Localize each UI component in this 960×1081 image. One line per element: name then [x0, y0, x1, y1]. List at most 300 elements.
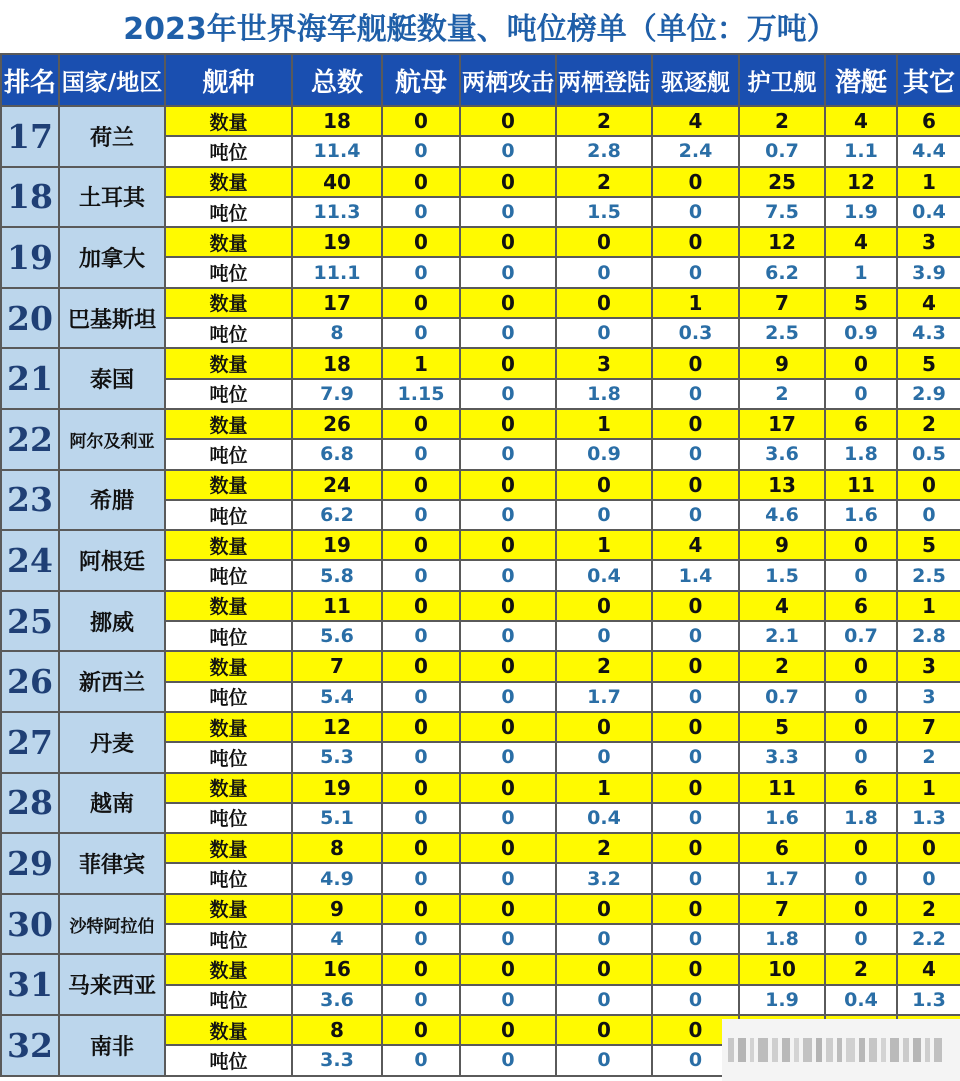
- ton-other-cell: 3.9: [897, 257, 960, 287]
- ton-other-cell: 0.5: [897, 439, 960, 469]
- ton-frigate-cell: 2.1: [739, 621, 825, 651]
- ton-amph-assault-cell: 0: [460, 863, 556, 893]
- qty-submarine-cell: 0: [825, 833, 897, 863]
- qty-amph-assault-cell: 0: [460, 954, 556, 984]
- ton-amph-landing-cell: 0: [556, 621, 652, 651]
- qty-amph-landing-cell: 0: [556, 894, 652, 924]
- table-row-qty: [1, 651, 960, 681]
- table-row-qty: [1, 106, 960, 136]
- kind-label-qty: 数量: [165, 530, 292, 560]
- kind-label-qty: 数量: [165, 712, 292, 742]
- header-amph-landing: 两栖登陆: [556, 54, 652, 106]
- qty-destroyer-cell: 0: [652, 1015, 739, 1045]
- qty-amph-assault-cell: 0: [460, 167, 556, 197]
- ton-submarine-cell: 1.8: [825, 803, 897, 833]
- ton-total-cell: 4.9: [292, 863, 382, 893]
- ton-amph-landing-cell: 3.2: [556, 863, 652, 893]
- qty-total-cell: 18: [292, 106, 382, 136]
- kind-label-qty: 数量: [165, 227, 292, 257]
- qty-destroyer-cell: 1: [652, 288, 739, 318]
- ton-amph-assault-cell: 0: [460, 500, 556, 530]
- qty-amph-landing-cell: 0: [556, 591, 652, 621]
- kind-label-ton: 吨位: [165, 439, 292, 469]
- qty-carrier-cell: 0: [382, 106, 460, 136]
- qty-destroyer-cell: 0: [652, 591, 739, 621]
- qty-amph-assault-cell: 0: [460, 106, 556, 136]
- header-total: 总数: [292, 54, 382, 106]
- qty-destroyer-cell: 4: [652, 106, 739, 136]
- qty-total-cell: 19: [292, 227, 382, 257]
- table-row-qty: [1, 288, 960, 318]
- ton-submarine-cell: 1.9: [825, 197, 897, 227]
- ton-other-cell: 4.3: [897, 318, 960, 348]
- ton-amph-assault-cell: 0: [460, 621, 556, 651]
- table-row-qty: [1, 833, 960, 863]
- kind-label-ton: 吨位: [165, 197, 292, 227]
- qty-other-cell: 5: [897, 348, 960, 378]
- country-cell: 土耳其: [59, 167, 165, 228]
- qty-other-cell: 6: [897, 106, 960, 136]
- qty-amph-landing-cell: 2: [556, 833, 652, 863]
- qty-carrier-cell: 0: [382, 1015, 460, 1045]
- rank-cell: 18: [1, 167, 59, 228]
- ton-other-cell: 0.4: [897, 197, 960, 227]
- qty-amph-assault-cell: 0: [460, 348, 556, 378]
- ton-frigate-cell: 2.5: [739, 318, 825, 348]
- rank-cell: 19: [1, 227, 59, 288]
- country-cell: 阿根廷: [59, 530, 165, 591]
- ton-frigate-cell: 1.8: [739, 924, 825, 954]
- ton-total-cell: 3.3: [292, 1045, 382, 1075]
- ton-total-cell: 8: [292, 318, 382, 348]
- qty-frigate-cell: 4: [739, 591, 825, 621]
- qty-destroyer-cell: 0: [652, 348, 739, 378]
- ton-other-cell: 2: [897, 742, 960, 772]
- country-cell: 希腊: [59, 470, 165, 531]
- qty-total-cell: 9: [292, 894, 382, 924]
- kind-label-ton: 吨位: [165, 742, 292, 772]
- qty-amph-assault-cell: 0: [460, 227, 556, 257]
- kind-label-qty: 数量: [165, 651, 292, 681]
- ton-other-cell: 2.5: [897, 560, 960, 590]
- ton-other-cell: 0: [897, 863, 960, 893]
- qty-other-cell: 3: [897, 651, 960, 681]
- qty-other-cell: 2: [897, 894, 960, 924]
- ton-amph-assault-cell: 0: [460, 985, 556, 1015]
- ton-submarine-cell: 0: [825, 379, 897, 409]
- kind-label-ton: 吨位: [165, 257, 292, 287]
- rank-cell: 29: [1, 833, 59, 894]
- kind-label-qty: 数量: [165, 348, 292, 378]
- qty-amph-landing-cell: 1: [556, 773, 652, 803]
- header-submarine: 潜艇: [825, 54, 897, 106]
- ton-total-cell: 11.1: [292, 257, 382, 287]
- ton-carrier-cell: 0: [382, 985, 460, 1015]
- qty-carrier-cell: 0: [382, 167, 460, 197]
- ton-total-cell: 4: [292, 924, 382, 954]
- ton-submarine-cell: 0.7: [825, 621, 897, 651]
- ton-submarine-cell: 0.9: [825, 318, 897, 348]
- qty-other-cell: 4: [897, 288, 960, 318]
- qty-total-cell: 40: [292, 167, 382, 197]
- ton-submarine-cell: 0: [825, 682, 897, 712]
- qty-carrier-cell: 0: [382, 470, 460, 500]
- qty-amph-assault-cell: 0: [460, 470, 556, 500]
- qty-total-cell: 7: [292, 651, 382, 681]
- ton-submarine-cell: 1: [825, 257, 897, 287]
- qty-amph-landing-cell: 0: [556, 288, 652, 318]
- qty-carrier-cell: 0: [382, 591, 460, 621]
- ton-amph-landing-cell: 0: [556, 1045, 652, 1075]
- kind-label-ton: 吨位: [165, 500, 292, 530]
- header-country: 国家/地区: [59, 54, 165, 106]
- qty-destroyer-cell: 0: [652, 773, 739, 803]
- ton-other-cell: 2.9: [897, 379, 960, 409]
- ton-destroyer-cell: 0: [652, 500, 739, 530]
- ton-frigate-cell: 7.5: [739, 197, 825, 227]
- kind-label-qty: 数量: [165, 470, 292, 500]
- ton-amph-assault-cell: 0: [460, 924, 556, 954]
- watermark-overlay: [722, 1019, 960, 1081]
- ton-amph-assault-cell: 0: [460, 136, 556, 166]
- qty-frigate-cell: 6: [739, 833, 825, 863]
- ton-carrier-cell: 0: [382, 742, 460, 772]
- country-cell: 越南: [59, 773, 165, 834]
- qty-frigate-cell: 5: [739, 712, 825, 742]
- qty-submarine-cell: 4: [825, 227, 897, 257]
- country-cell: 加拿大: [59, 227, 165, 288]
- qty-submarine-cell: 12: [825, 167, 897, 197]
- ton-total-cell: 5.8: [292, 560, 382, 590]
- qty-submarine-cell: 6: [825, 591, 897, 621]
- ton-amph-landing-cell: 2.8: [556, 136, 652, 166]
- rank-cell: 23: [1, 470, 59, 531]
- qty-destroyer-cell: 0: [652, 470, 739, 500]
- ton-destroyer-cell: 0: [652, 439, 739, 469]
- ton-amph-assault-cell: 0: [460, 742, 556, 772]
- qty-carrier-cell: 1: [382, 348, 460, 378]
- ton-amph-assault-cell: 0: [460, 560, 556, 590]
- ton-total-cell: 5.6: [292, 621, 382, 651]
- table-row-qty: [1, 894, 960, 924]
- qty-destroyer-cell: 0: [652, 651, 739, 681]
- kind-label-qty: 数量: [165, 773, 292, 803]
- ton-amph-landing-cell: 1.7: [556, 682, 652, 712]
- ton-amph-landing-cell: 0: [556, 257, 652, 287]
- table-row-qty: [1, 954, 960, 984]
- qty-frigate-cell: 2: [739, 651, 825, 681]
- ton-destroyer-cell: 0: [652, 924, 739, 954]
- qty-frigate-cell: 7: [739, 894, 825, 924]
- ton-amph-landing-cell: 0: [556, 924, 652, 954]
- qty-carrier-cell: 0: [382, 894, 460, 924]
- qty-amph-assault-cell: 0: [460, 591, 556, 621]
- qty-total-cell: 18: [292, 348, 382, 378]
- ton-total-cell: 5.3: [292, 742, 382, 772]
- rank-cell: 20: [1, 288, 59, 349]
- ton-total-cell: 11.3: [292, 197, 382, 227]
- qty-carrier-cell: 0: [382, 773, 460, 803]
- qty-other-cell: 2: [897, 409, 960, 439]
- ton-carrier-cell: 0: [382, 197, 460, 227]
- kind-label-qty: 数量: [165, 409, 292, 439]
- qty-amph-assault-cell: 0: [460, 651, 556, 681]
- ton-carrier-cell: 0: [382, 1045, 460, 1075]
- ton-amph-landing-cell: 0: [556, 500, 652, 530]
- table-row-qty: [1, 167, 960, 197]
- qty-amph-landing-cell: 0: [556, 1015, 652, 1045]
- kind-label-ton: 吨位: [165, 621, 292, 651]
- qty-amph-assault-cell: 0: [460, 288, 556, 318]
- ton-carrier-cell: 0: [382, 863, 460, 893]
- rank-cell: 21: [1, 348, 59, 409]
- ton-frigate-cell: 1.6: [739, 803, 825, 833]
- qty-submarine-cell: 11: [825, 470, 897, 500]
- header-other: 其它: [897, 54, 960, 106]
- ton-amph-landing-cell: 0: [556, 318, 652, 348]
- qty-amph-landing-cell: 0: [556, 470, 652, 500]
- kind-label-ton: 吨位: [165, 985, 292, 1015]
- qty-total-cell: 17: [292, 288, 382, 318]
- table-row-qty: [1, 348, 960, 378]
- ton-amph-landing-cell: 1.5: [556, 197, 652, 227]
- rank-cell: 32: [1, 1015, 59, 1076]
- ton-submarine-cell: 0: [825, 863, 897, 893]
- qty-total-cell: 26: [292, 409, 382, 439]
- qty-total-cell: 16: [292, 954, 382, 984]
- country-cell: 荷兰: [59, 106, 165, 167]
- country-cell: 南非: [59, 1015, 165, 1076]
- ton-frigate-cell: 1.7: [739, 863, 825, 893]
- ton-frigate-cell: 2: [739, 379, 825, 409]
- kind-label-ton: 吨位: [165, 560, 292, 590]
- ton-frigate-cell: 1.9: [739, 985, 825, 1015]
- rank-cell: 28: [1, 773, 59, 834]
- ton-amph-assault-cell: 0: [460, 318, 556, 348]
- qty-amph-assault-cell: 0: [460, 773, 556, 803]
- ton-destroyer-cell: 0: [652, 621, 739, 651]
- ton-other-cell: 3: [897, 682, 960, 712]
- qty-destroyer-cell: 0: [652, 954, 739, 984]
- qty-frigate-cell: 2: [739, 106, 825, 136]
- qty-amph-landing-cell: 0: [556, 227, 652, 257]
- header-destroyer: 驱逐舰: [652, 54, 739, 106]
- country-cell: 丹麦: [59, 712, 165, 773]
- ton-destroyer-cell: 0: [652, 257, 739, 287]
- qty-destroyer-cell: 0: [652, 167, 739, 197]
- kind-label-ton: 吨位: [165, 924, 292, 954]
- qty-carrier-cell: 0: [382, 833, 460, 863]
- rank-cell: 25: [1, 591, 59, 652]
- qty-total-cell: 24: [292, 470, 382, 500]
- qty-carrier-cell: 0: [382, 227, 460, 257]
- qty-total-cell: 8: [292, 1015, 382, 1045]
- header-rank: 排名: [1, 54, 59, 106]
- ton-carrier-cell: 0: [382, 924, 460, 954]
- ton-destroyer-cell: 1.4: [652, 560, 739, 590]
- ton-submarine-cell: 0: [825, 924, 897, 954]
- table-row-qty: [1, 470, 960, 500]
- country-cell: 新西兰: [59, 651, 165, 712]
- qty-frigate-cell: 12: [739, 227, 825, 257]
- qty-other-cell: 1: [897, 773, 960, 803]
- qty-submarine-cell: 4: [825, 106, 897, 136]
- qty-destroyer-cell: 0: [652, 409, 739, 439]
- ton-amph-assault-cell: 0: [460, 439, 556, 469]
- qty-carrier-cell: 0: [382, 712, 460, 742]
- qty-other-cell: 3: [897, 227, 960, 257]
- ton-frigate-cell: 0.7: [739, 136, 825, 166]
- header-carrier: 航母: [382, 54, 460, 106]
- ton-other-cell: 4.4: [897, 136, 960, 166]
- ton-carrier-cell: 0: [382, 621, 460, 651]
- ton-amph-assault-cell: 0: [460, 682, 556, 712]
- qty-submarine-cell: 0: [825, 348, 897, 378]
- ton-frigate-cell: 3.3: [739, 742, 825, 772]
- ton-total-cell: 5.4: [292, 682, 382, 712]
- ton-submarine-cell: 0.4: [825, 985, 897, 1015]
- qty-amph-landing-cell: 2: [556, 106, 652, 136]
- ton-submarine-cell: 1.6: [825, 500, 897, 530]
- ton-amph-landing-cell: 0.4: [556, 560, 652, 590]
- kind-label-qty: 数量: [165, 894, 292, 924]
- kind-label-qty: 数量: [165, 833, 292, 863]
- ton-carrier-cell: 0: [382, 257, 460, 287]
- qty-amph-landing-cell: 2: [556, 167, 652, 197]
- qty-other-cell: 0: [897, 470, 960, 500]
- ton-submarine-cell: 0: [825, 742, 897, 772]
- qty-frigate-cell: 10: [739, 954, 825, 984]
- ton-destroyer-cell: 2.4: [652, 136, 739, 166]
- table-row-qty: [1, 227, 960, 257]
- ranking-table: [0, 53, 960, 1077]
- ton-other-cell: 1.3: [897, 803, 960, 833]
- kind-label-qty: 数量: [165, 106, 292, 136]
- ton-carrier-cell: 0: [382, 136, 460, 166]
- qty-amph-landing-cell: 3: [556, 348, 652, 378]
- kind-label-ton: 吨位: [165, 863, 292, 893]
- kind-label-ton: 吨位: [165, 682, 292, 712]
- kind-label-ton: 吨位: [165, 1045, 292, 1075]
- ton-frigate-cell: 0.7: [739, 682, 825, 712]
- kind-label-ton: 吨位: [165, 136, 292, 166]
- header-frigate: 护卫舰: [739, 54, 825, 106]
- qty-total-cell: 12: [292, 712, 382, 742]
- ton-other-cell: 0: [897, 500, 960, 530]
- header-row: [1, 54, 960, 106]
- qty-amph-landing-cell: 1: [556, 530, 652, 560]
- ton-frigate-cell: 6.2: [739, 257, 825, 287]
- qty-frigate-cell: 25: [739, 167, 825, 197]
- ton-destroyer-cell: 0: [652, 197, 739, 227]
- qty-destroyer-cell: 0: [652, 833, 739, 863]
- qty-frigate-cell: 9: [739, 530, 825, 560]
- ton-destroyer-cell: 0: [652, 379, 739, 409]
- qty-other-cell: 1: [897, 591, 960, 621]
- qty-frigate-cell: 13: [739, 470, 825, 500]
- rank-cell: 26: [1, 651, 59, 712]
- qty-submarine-cell: 2: [825, 954, 897, 984]
- qty-submarine-cell: 6: [825, 773, 897, 803]
- table-row-qty: [1, 409, 960, 439]
- ton-amph-landing-cell: 0: [556, 985, 652, 1015]
- ton-destroyer-cell: 0: [652, 1045, 739, 1075]
- kind-label-qty: 数量: [165, 1015, 292, 1045]
- rank-cell: 30: [1, 894, 59, 955]
- qty-amph-assault-cell: 0: [460, 409, 556, 439]
- ton-other-cell: 2.2: [897, 924, 960, 954]
- header-amph-assault: 两栖攻击: [460, 54, 556, 106]
- table-row-qty: [1, 530, 960, 560]
- qty-other-cell: 0: [897, 833, 960, 863]
- ton-submarine-cell: 1.1: [825, 136, 897, 166]
- qty-destroyer-cell: 4: [652, 530, 739, 560]
- table-row-qty: [1, 773, 960, 803]
- qty-amph-assault-cell: 0: [460, 833, 556, 863]
- table-row-qty: [1, 591, 960, 621]
- qty-amph-assault-cell: 0: [460, 712, 556, 742]
- qty-submarine-cell: 0: [825, 894, 897, 924]
- rank-cell: 17: [1, 106, 59, 167]
- ton-frigate-cell: 3.6: [739, 439, 825, 469]
- qty-carrier-cell: 0: [382, 651, 460, 681]
- qty-destroyer-cell: 0: [652, 894, 739, 924]
- qty-carrier-cell: 0: [382, 954, 460, 984]
- qty-amph-assault-cell: 0: [460, 894, 556, 924]
- qty-carrier-cell: 0: [382, 530, 460, 560]
- kind-label-qty: 数量: [165, 591, 292, 621]
- kind-label-qty: 数量: [165, 954, 292, 984]
- kind-label-qty: 数量: [165, 288, 292, 318]
- ton-amph-landing-cell: 0.9: [556, 439, 652, 469]
- ton-total-cell: 7.9: [292, 379, 382, 409]
- ton-amph-landing-cell: 1.8: [556, 379, 652, 409]
- qty-amph-landing-cell: 2: [556, 651, 652, 681]
- qty-submarine-cell: 6: [825, 409, 897, 439]
- country-cell: 泰国: [59, 348, 165, 409]
- qty-submarine-cell: 5: [825, 288, 897, 318]
- kind-label-ton: 吨位: [165, 379, 292, 409]
- qty-submarine-cell: 0: [825, 712, 897, 742]
- country-cell: 沙特阿拉伯: [59, 894, 165, 955]
- ton-frigate-cell: 1.5: [739, 560, 825, 590]
- kind-label-qty: 数量: [165, 167, 292, 197]
- country-cell: 阿尔及利亚: [59, 409, 165, 470]
- ton-carrier-cell: 0: [382, 682, 460, 712]
- qty-submarine-cell: 0: [825, 651, 897, 681]
- ton-total-cell: 3.6: [292, 985, 382, 1015]
- ton-submarine-cell: 0: [825, 560, 897, 590]
- ton-amph-landing-cell: 0.4: [556, 803, 652, 833]
- country-cell: 巴基斯坦: [59, 288, 165, 349]
- qty-other-cell: 5: [897, 530, 960, 560]
- qty-carrier-cell: 0: [382, 409, 460, 439]
- ton-amph-assault-cell: 0: [460, 1045, 556, 1075]
- qty-frigate-cell: 17: [739, 409, 825, 439]
- qty-total-cell: 19: [292, 773, 382, 803]
- ton-destroyer-cell: 0.3: [652, 318, 739, 348]
- ton-total-cell: 6.2: [292, 500, 382, 530]
- ton-destroyer-cell: 0: [652, 863, 739, 893]
- ton-amph-assault-cell: 0: [460, 379, 556, 409]
- qty-total-cell: 11: [292, 591, 382, 621]
- ton-destroyer-cell: 0: [652, 985, 739, 1015]
- ton-destroyer-cell: 0: [652, 803, 739, 833]
- qty-destroyer-cell: 0: [652, 227, 739, 257]
- title-bar: [0, 0, 960, 52]
- qty-other-cell: 1: [897, 167, 960, 197]
- qty-other-cell: 4: [897, 954, 960, 984]
